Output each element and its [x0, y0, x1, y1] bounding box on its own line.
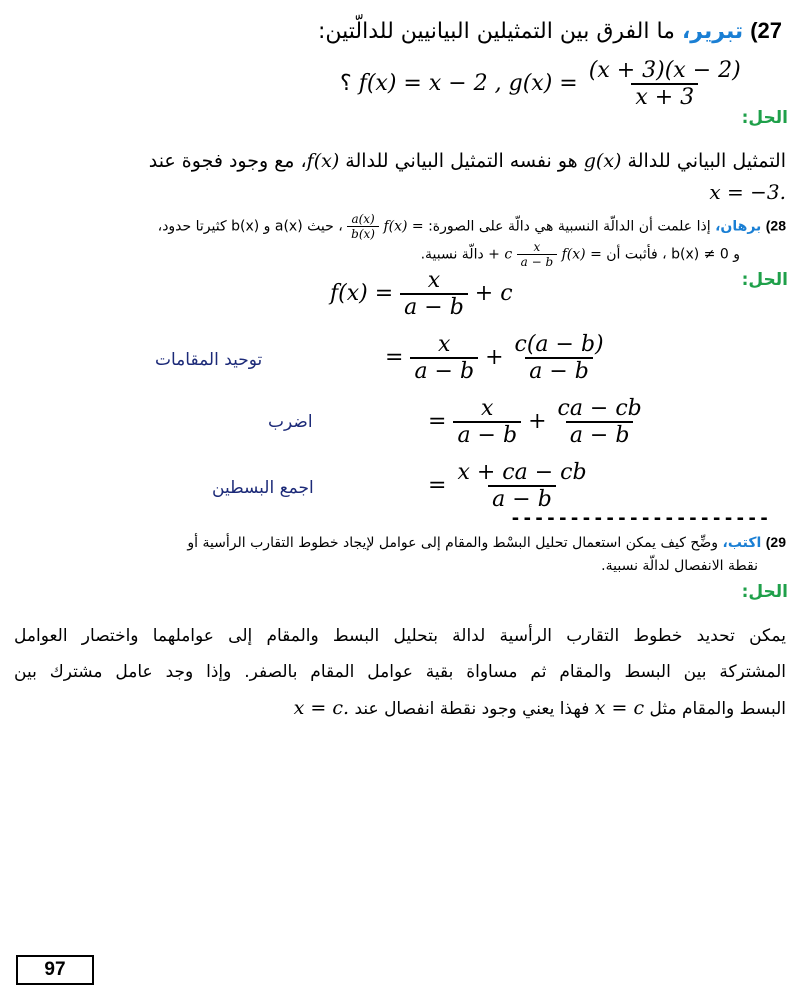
q29-line1	[6, 534, 786, 551]
q28-line2	[421, 240, 740, 269]
q27-solution-label: الحل:	[741, 108, 788, 128]
q28-fraction	[347, 212, 379, 241]
q28-line1	[6, 212, 786, 241]
q27-g-fraction	[585, 58, 745, 110]
q29-answer-line3	[14, 690, 786, 727]
step2-fraction-1	[410, 332, 478, 384]
q29-answer-line2: المشتركة بين البسط والمقام ثم مساواة بقية عوامل المقام بالصفر. وإذا وجد عامل مشترك بين	[14, 662, 786, 682]
step1-fraction	[400, 268, 468, 320]
q28-line2-numerator: x	[533, 240, 541, 254]
step2-fraction-2	[511, 332, 608, 384]
step3-num-1: x	[481, 396, 494, 421]
q28-numerator: a(x)	[351, 212, 375, 226]
step3-fraction-1	[453, 396, 521, 448]
step1-den: a − b	[400, 293, 468, 320]
q27-g-lhs: g(x) =	[508, 71, 578, 96]
q28-number: 28)	[765, 217, 786, 234]
q29-answer-line1: يمكن تحديد خطوط التقارب الرأسية لدالة بتحليل البسط والمقام إلى عواملهما واختصار العوامل	[14, 626, 786, 646]
q29-answer-math1: x = c	[594, 697, 645, 719]
q29-number: 29)	[765, 534, 786, 550]
step2-den-2: a − b	[525, 357, 593, 384]
step3-lhs: =	[428, 409, 447, 434]
q29-keyword: اكتب،	[722, 535, 762, 551]
q27-keyword: تبرير،	[681, 19, 744, 44]
step3-den-2: a − b	[566, 421, 634, 448]
step4-lhs: =	[428, 473, 447, 498]
q28-step-4	[428, 460, 591, 512]
q28-solution-label: الحل:	[741, 270, 788, 290]
step1-num: x	[427, 268, 441, 293]
q29-answer-math2: x = c.	[293, 697, 350, 719]
step3-plus: +	[528, 409, 547, 434]
step3-fraction-2	[554, 396, 646, 448]
step4-fraction	[453, 460, 590, 512]
q28-keyword: برهان،	[715, 218, 762, 235]
q27-answer	[14, 144, 786, 178]
q27-g-numerator: (x + 3)(x − 2)	[588, 58, 741, 83]
q27-answer-part3: ، مع وجود فجوة عند	[148, 150, 307, 172]
step2-note: توحيد المقامات	[155, 350, 263, 370]
q28-line2-plus: + c	[488, 246, 513, 263]
q27-answer-part1: التمثيل البياني للدالة	[627, 150, 786, 172]
step2-plus: +	[485, 345, 504, 370]
step2-den-1: a − b	[410, 357, 478, 384]
q28-step-3	[428, 396, 646, 448]
q27-answer-fx: f(x)	[306, 150, 340, 172]
step4-note: اجمع البسطين	[212, 478, 314, 498]
step3-num-2: ca − cb	[557, 396, 642, 421]
q28-line2-f: f(x) =	[561, 246, 602, 263]
q27-answer-line2: .x = −3	[709, 180, 786, 204]
q27-header	[12, 18, 782, 44]
q28-line2-denominator: a − b	[517, 254, 558, 269]
q27-g-denominator: x + 3	[631, 83, 698, 110]
q28-step-1	[330, 268, 513, 320]
q27-formula	[340, 58, 745, 110]
q28-line2-fraction	[517, 240, 558, 269]
q29-answer	[14, 618, 786, 727]
q27-question-mark: ؟	[340, 71, 352, 96]
page-number: 97	[16, 955, 94, 985]
q28-line2-part1: و b(x) ≠ 0 ، فأثبت أن	[606, 246, 740, 263]
q27-answer-part2: هو نفسه التمثيل البياني للدالة	[345, 150, 578, 172]
step2-num-2: c(a − b)	[514, 332, 604, 357]
q28-denominator: b(x)	[347, 226, 379, 241]
step1-tail: + c	[474, 281, 513, 306]
q28-line2-end: دالّة نسبية.	[420, 246, 484, 263]
step2-lhs: =	[385, 345, 404, 370]
step3-den-1: a − b	[453, 421, 521, 448]
section-separator: ----------------------	[510, 508, 771, 529]
q27-f-def: f(x) = x − 2 ,	[358, 71, 502, 96]
q27-text: ما الفرق بين التمثيلين البيانيين للدالّتين:	[317, 19, 675, 44]
q28-step-2	[385, 332, 608, 384]
q28-text-part2: ، حيث a(x) و b(x) كثيرتا حدود،	[157, 218, 343, 235]
q29-text-line1: وضِّح كيف يمكن استعمال تحليل البسْط والمقام إلى عوامل لإيجاد خطوط التقارب الرأسية أو	[187, 535, 719, 551]
q29-solution-label: الحل:	[741, 582, 788, 602]
q28-text-part1: إذا علمت أن الدالّة النسبية هي دالّة على الصورة:	[428, 218, 711, 235]
q28-f-lhs: f(x) =	[383, 218, 424, 235]
step3-note: اضرب	[268, 412, 313, 432]
q27-answer-gx: g(x)	[583, 150, 622, 172]
q29-text-line2: نقطة الانفصال لدالّة نسبية.	[601, 558, 758, 574]
q29-answer-line3-part2: فهذا يعني وجود نقطة انفصال عند	[354, 699, 590, 719]
q27-number: 27)	[750, 18, 782, 43]
step2-num-1: x	[438, 332, 451, 357]
step4-num: x + ca − cb	[457, 460, 587, 485]
q29-answer-line3-part1: البسط والمقام مثل	[649, 699, 786, 719]
step4-den: a − b	[488, 485, 556, 512]
step1-lhs: f(x) =	[330, 281, 394, 306]
